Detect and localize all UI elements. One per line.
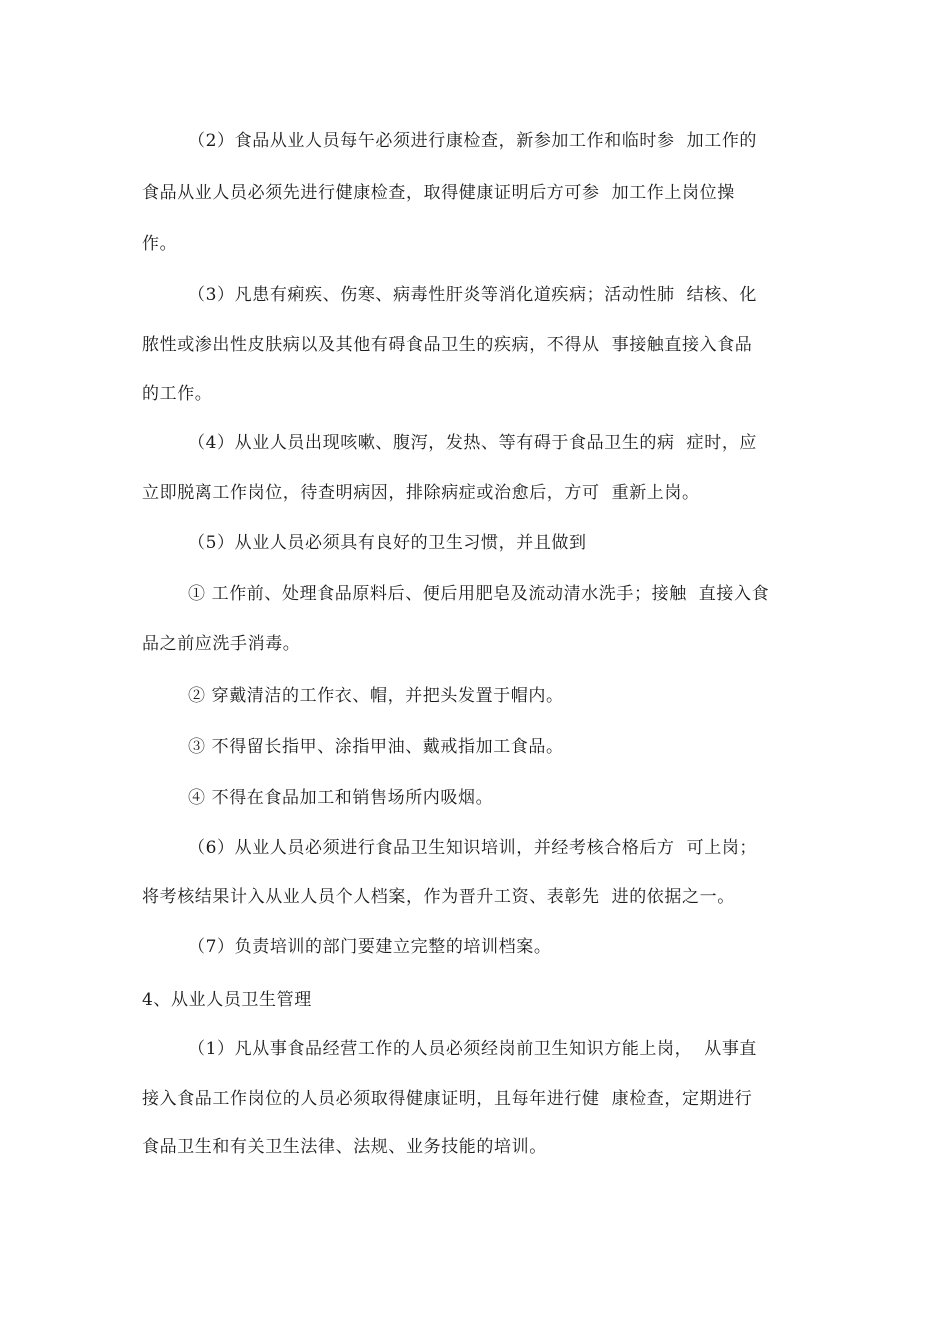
text-line: 食品卫生和有关卫生法律、法规、业务技能的培训。 [142,1137,547,1157]
text-line: （2）食品从业人员每午必须进行康检查，新参加工作和临时参 加工作的 [188,131,758,151]
text-line: 作。 [142,234,178,254]
text-line: （7）负责培训的部门要建立完整的培训档案。 [188,937,552,957]
list-item: ② 穿戴清洁的工作衣、帽，并把头发置于帽内。 [188,686,564,706]
text-line: 品之前应洗手消毒。 [142,634,301,654]
text-line: （3）凡患有痢疾、伤寒、病毒性肝炎等消化道疾病；活动性肺 结核、化 [188,285,758,305]
text-line: 将考核结果计入从业人员个人档案，作为晋升工资、表彰先 进的依据之一。 [142,887,735,907]
text-line: （4）从业人员出现咳嗽、腹泻，发热、等有碍于食品卫生的病 症时，应 [188,433,758,453]
text-line: （1）凡从事食品经营工作的人员必须经岗前卫生知识方能上岗， 从事直 [188,1039,758,1059]
text-line: 脓性或渗出性皮肤病以及其他有碍食品卫生的疾病，不得从 事接触直接入食品 [142,335,753,355]
text-line: （6）从业人员必须进行食品卫生知识培训，并经考核合格后方 可上岗； [188,838,758,858]
text-line: 的工作。 [142,384,213,404]
text-line: （5）从业人员必须具有良好的卫生习惯，并且做到 [188,533,587,553]
list-item: ④ 不得在食品加工和销售场所内吸烟。 [188,788,494,808]
list-item: ③ 不得留长指甲、涂指甲油、戴戒指加工食品。 [188,737,564,757]
text-line: 立即脱离工作岗位，待查明病因，排除病症或治愈后，方可 重新上岗。 [142,483,700,503]
text-line: 接入食品工作岗位的人员必须取得健康证明，且每年进行健 康检查，定期进行 [142,1089,753,1109]
list-item: ① 工作前、处理食品原料后、便后用肥皂及流动清水洗手；接触 直接入食 [188,584,770,604]
section-heading: 4、从业人员卫生管理 [142,990,312,1010]
text-line: 食品从业人员必须先进行健康检查，取得健康证明后方可参 加工作上岗位操 [142,183,735,203]
